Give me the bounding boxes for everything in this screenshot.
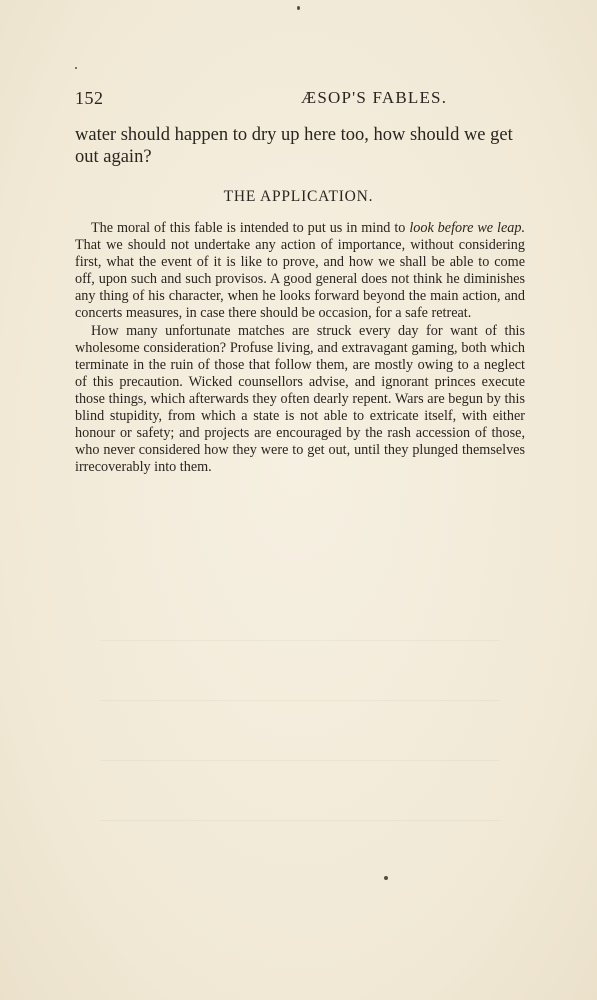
section-heading: THE APPLICATION.	[223, 188, 374, 205]
paragraph-text: That we should not undertake any action of importance, without considering first, what the event of it is like to prove, and how we shall be able to come off, upon such and such provisos. A good general does not think he diminishes any thing of his character, when he looks forward beyond the main action, and concerts measures, in case there should be occasion, for a safe retreat.	[75, 237, 525, 322]
page-header	[75, 88, 522, 112]
paragraph	[75, 220, 525, 323]
paragraph	[75, 323, 525, 477]
application-body	[75, 220, 525, 476]
show-through-line	[100, 640, 500, 641]
show-through-line	[100, 760, 500, 761]
ink-speck	[384, 876, 388, 880]
ink-speck	[297, 6, 300, 10]
paragraph-text: How many unfortunate matches are struck every day for want of this wholesome consideration? Profuse living, and extravagant gaming, both which terminate in the ruin of those that follow them, are mostly owing to a neglect of this precaution. Wicked counsellors advise, and ignorant princes execute those things, which afterwards they often dearly repent. Wars are begun by this blind stupidity, from which a state is not able to extricate itself, with either honour or safety; and projects are encouraged by the rash accession of those, who never considered how they were to get out, until they plunged themselves irrecoverably into them.	[75, 322, 525, 476]
page-number: 152	[75, 88, 104, 108]
paragraph-text: The moral of this fable is intended to put us in mind to	[91, 220, 410, 236]
ink-speck	[75, 67, 77, 69]
continuation-text: water should happen to dry up here too, how should we get out again?	[75, 125, 513, 167]
emphasis-text: look before we leap.	[409, 220, 525, 236]
show-through-line	[100, 820, 500, 821]
show-through-line	[100, 700, 500, 701]
running-head: ÆSOP'S FABLES.	[301, 88, 448, 107]
